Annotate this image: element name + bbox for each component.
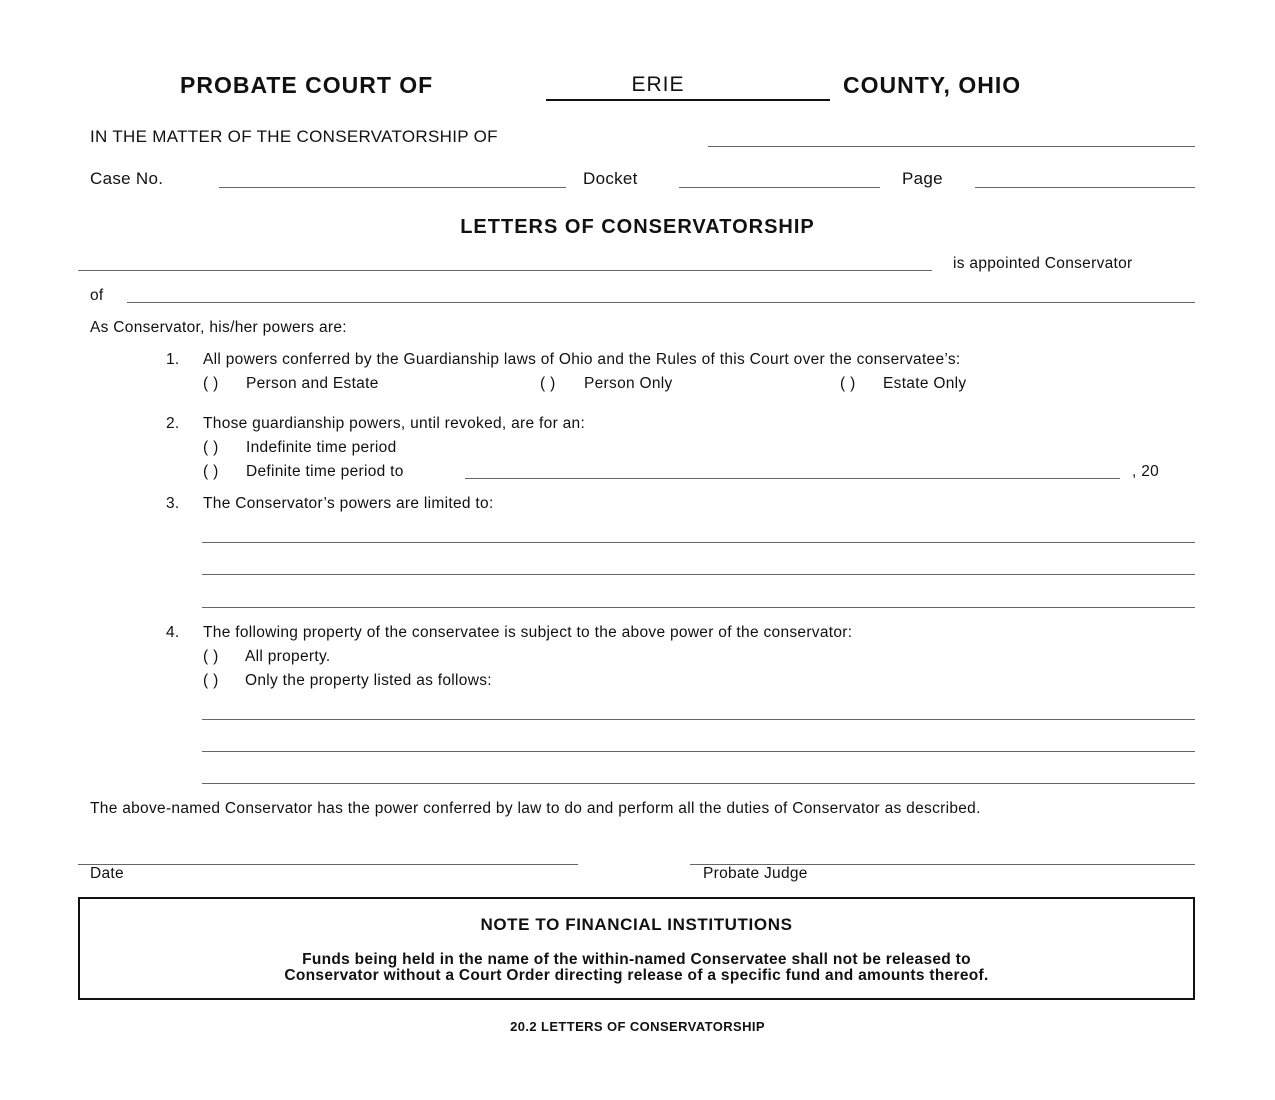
of-label: of <box>90 287 104 304</box>
judge-label: Probate Judge <box>703 865 808 882</box>
court-title-prefix: PROBATE COURT OF <box>180 72 434 98</box>
date-signature-line[interactable] <box>78 864 578 865</box>
docket-label: Docket <box>583 169 638 188</box>
item4-text: The following property of the conservatee is subject to the above power of the conservator: <box>203 624 853 641</box>
limits-line-1[interactable] <box>202 542 1195 543</box>
closing-statement: The above-named Conservator has the power conferred by law to do and perform all the duties of Conservator as described. <box>90 800 981 817</box>
option-estate-only: Estate Only <box>883 375 967 392</box>
note-line-2: Conservator without a Court Order directing release of a specific fund and amounts thereof. <box>284 967 989 984</box>
court-title-suffix: COUNTY, OHIO <box>843 72 1022 98</box>
item3-number: 3. <box>166 495 180 512</box>
note-line-1: Funds being held in the name of the within-named Conservatee shall not be released to <box>302 951 971 968</box>
item4-number: 4. <box>166 624 180 641</box>
of-line[interactable] <box>127 302 1195 303</box>
item2-number: 2. <box>166 415 180 432</box>
financial-institutions-note <box>78 897 1195 1000</box>
item2-text: Those guardianship powers, until revoked, are for an: <box>203 415 586 432</box>
definite-date-line[interactable] <box>465 478 1120 479</box>
property-line-3[interactable] <box>202 783 1195 784</box>
checkbox-person-and-estate[interactable]: ( ) <box>203 375 219 392</box>
checkbox-definite[interactable]: ( ) <box>203 463 219 480</box>
matter-label: IN THE MATTER OF THE CONSERVATORSHIP OF <box>90 127 498 146</box>
checkbox-all-property[interactable]: ( ) <box>203 648 219 665</box>
county-name-value: ERIE <box>631 73 685 96</box>
year-label: , 20 <box>1132 463 1160 480</box>
option-indefinite: Indefinite time period <box>246 439 397 456</box>
date-label: Date <box>90 865 124 882</box>
document-title: LETTERS OF CONSERVATORSHIP <box>460 216 815 238</box>
page-line[interactable] <box>975 187 1195 188</box>
docket-line[interactable] <box>679 187 880 188</box>
conservatee-name-line[interactable] <box>708 146 1195 147</box>
note-title: NOTE TO FINANCIAL INSTITUTIONS <box>480 915 793 934</box>
limits-line-2[interactable] <box>202 574 1195 575</box>
checkbox-indefinite[interactable]: ( ) <box>203 439 219 456</box>
option-definite: Definite time period to <box>246 463 404 480</box>
option-person-only: Person Only <box>584 375 673 392</box>
property-line-2[interactable] <box>202 751 1195 752</box>
checkbox-listed-property[interactable]: ( ) <box>203 672 219 689</box>
limits-line-3[interactable] <box>202 607 1195 608</box>
property-line-1[interactable] <box>202 719 1195 720</box>
item3-text: The Conservator’s powers are limited to: <box>203 495 494 512</box>
powers-intro: As Conservator, his/her powers are: <box>90 319 347 336</box>
note-text <box>80 952 1193 984</box>
option-listed-property: Only the property listed as follows: <box>245 672 492 689</box>
appointed-label: is appointed Conservator <box>953 255 1133 272</box>
checkbox-estate-only[interactable]: ( ) <box>840 375 856 392</box>
conservator-name-line[interactable] <box>78 270 932 271</box>
checkbox-person-only[interactable]: ( ) <box>540 375 556 392</box>
county-name-field[interactable] <box>546 72 830 101</box>
case-no-line[interactable] <box>219 187 566 188</box>
page-label: Page <box>902 169 943 188</box>
case-no-label: Case No. <box>90 169 164 188</box>
item1-number: 1. <box>166 351 180 368</box>
form-footer: 20.2 LETTERS OF CONSERVATORSHIP <box>510 1019 765 1034</box>
item1-text: All powers conferred by the Guardianship laws of Ohio and the Rules of this Court over the conservatee’s: <box>203 351 961 368</box>
option-person-and-estate: Person and Estate <box>246 375 379 392</box>
option-all-property: All property. <box>245 648 331 665</box>
